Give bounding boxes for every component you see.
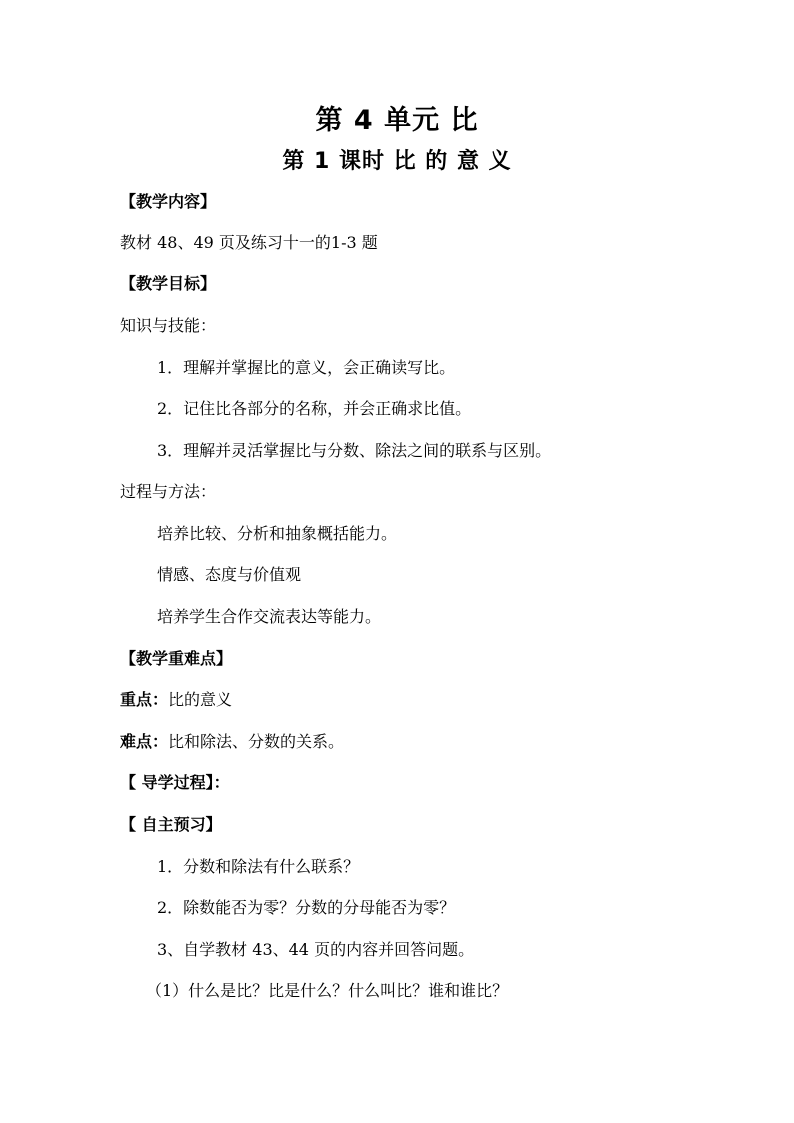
lesson-title: 第 1 课时 比 的 意 义: [282, 149, 512, 174]
unit-title: 第 4 单元 比: [315, 105, 479, 136]
process-methods-label: 过程与方法：: [120, 482, 217, 501]
guide-process-heading: 【 导学过程】：: [120, 773, 230, 792]
self-preview-heading: 【 自主预习】: [120, 815, 222, 834]
knowledge-item-1: 1．理解并掌握比的意义，会正确读写比。: [157, 358, 456, 377]
knowledge-item-3: 3．理解并灵活掌握比与分数、除法之间的联系与区别。: [157, 441, 552, 460]
key-point-line: [120, 689, 232, 711]
process-methods-text: 培养比较、分析和抽象概括能力。: [157, 524, 398, 543]
teaching-content-heading: 【教学内容】: [120, 192, 217, 211]
teaching-content-text: 教材 48、49 页及练习十一的1-3 题: [120, 233, 378, 252]
knowledge-skills-label: 知识与技能：: [120, 316, 217, 335]
difficulty-label: 难点：: [120, 732, 169, 751]
key-difficulty-heading: 【教学重难点】: [120, 649, 233, 668]
preview-item-3: 3、自学教材 43、44 页的内容并回答问题。: [157, 940, 475, 959]
difficulty-line: [120, 731, 344, 753]
emotion-values-text: 培养学生合作交流表达等能力。: [157, 607, 382, 626]
knowledge-item-2: 2．记住比各部分的名称，并会正确求比值。: [157, 399, 472, 418]
preview-item-1: 1．分数和除法有什么联系？: [157, 857, 360, 876]
key-point-text: 比的意义: [168, 690, 233, 709]
key-point-label: 重点：: [120, 690, 169, 709]
teaching-goals-heading: 【教学目标】: [120, 274, 217, 293]
preview-item-2: 2．除数能否为零？分数的分母能否为零？: [157, 898, 456, 917]
emotion-values-label: 情感、态度与价值观: [157, 565, 302, 584]
preview-question-1: （1）什么是比？比是什么？什么叫比？谁和谁比？: [146, 981, 509, 1000]
difficulty-text: 比和除法、分数的关系。: [168, 732, 345, 751]
